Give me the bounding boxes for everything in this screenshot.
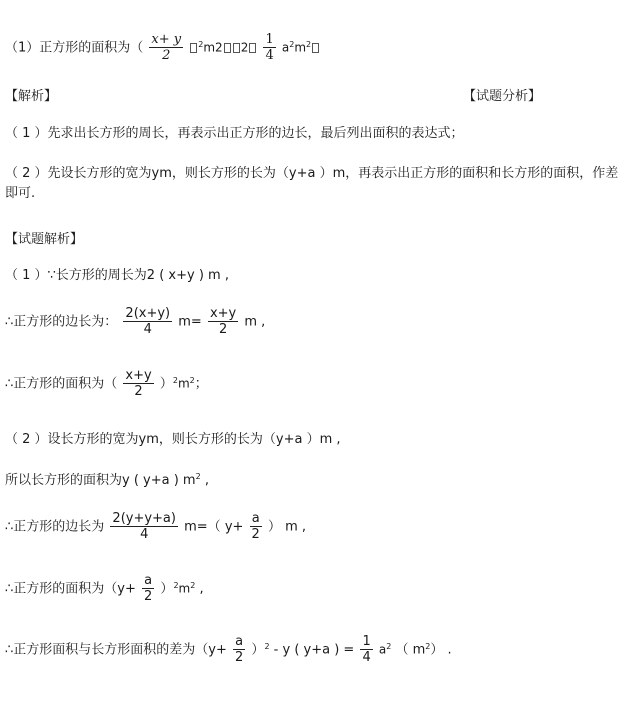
superscript: 2 [306,39,312,49]
line-suffix: ） m , [267,519,307,535]
superscript: 2 [195,472,201,481]
solution-line-8 [5,634,452,666]
equation-text: - y ( y+a ) = [273,642,355,658]
superscript: 2 [173,580,179,590]
line-prefix: ∴正方形的边长为： [5,314,118,330]
fraction [123,306,172,338]
fraction [110,511,178,543]
analysis-point-1: （ 1 ）先求出长方形的周长，再表示出正方形的边长，最后列出面积的表达式； [5,126,464,141]
solution-line-1: （ 1 ）∵长方形的周长为2 ( x+y ) m , [5,268,229,283]
fraction [250,511,262,543]
fraction-numerator: 2(y+y+a) [112,511,176,526]
line-end: ； [194,376,208,392]
fraction-denominator: 2 [149,47,183,64]
superscript: 2 [189,375,195,385]
fraction-numerator: 1 [362,634,371,649]
answer-line [5,32,320,64]
unit-text: m2 [203,40,223,55]
missing-glyph-icon [249,43,256,53]
equation-text: m= [178,314,202,330]
fraction-numerator: a [144,573,153,588]
fraction-numerator: x+ y [151,32,182,47]
fraction-denominator: 4 [265,48,274,63]
unit-text: m [177,376,190,391]
solution-line-6 [5,511,306,543]
variable-a: a [378,642,387,657]
analysis-label: 【解析】 [5,89,58,104]
fraction-denominator: 4 [123,321,172,338]
superscript: 2 [425,641,431,651]
missing-glyph-icon [233,43,240,53]
line-prefix: ∴正方形的面积为（y+ [5,581,136,597]
superscript: 2 [190,580,196,590]
fraction-numerator: 2(x+y) [125,306,171,321]
fraction [208,306,238,338]
fraction [123,368,153,400]
fraction-denominator: 2 [123,383,153,400]
missing-glyph-icon [312,43,319,53]
line-suffix: m , [244,314,266,330]
test-analysis-label: 【试题分析】 [463,89,542,104]
fraction-numerator: x+y [125,368,152,383]
missing-glyph-icon [224,43,231,53]
line-end: , [204,473,209,488]
line-end: ） . [430,642,452,658]
fraction-denominator: 4 [110,526,178,543]
answer-fraction-1-over-4 [263,32,275,64]
solution-line-7 [5,573,204,605]
solution-line-3 [5,368,208,400]
superscript: 2 [386,641,392,651]
fraction-denominator: 4 [362,650,371,665]
line-prefix: ∴正方形的边长为 [5,519,105,535]
number-text: 2 [240,40,249,55]
fraction-denominator: 2 [144,589,153,604]
answer-prefix: （1）正方形的面积为（ [5,40,144,56]
fraction-denominator: 2 [235,650,244,665]
fraction-numerator: x+y [209,306,237,321]
solution-line-2 [5,306,265,338]
line-prefix: ∴正方形的面积为（ [5,376,118,392]
solution-line-5 [5,469,209,488]
variable-a: a [281,40,290,55]
unit-text: m [294,40,307,55]
fraction [360,634,372,666]
paren: ） [160,581,174,597]
paren: ） [251,642,265,658]
superscript: 2 [289,39,295,49]
fraction-numerator: a [251,511,260,526]
line-end: , [199,581,204,597]
paren: ） [159,376,173,392]
solution-label: 【试题解析】 [5,232,84,247]
superscript: 2 [264,641,270,651]
unit-paren: （ m [395,642,426,658]
answer-fraction-xy-over-2 [149,32,183,64]
analysis-point-2: （ 2 ）先设长方形的宽为ym，则长方形的长为（y+a ）m，再表示出正方形的面积和长方形的面积，作差即可. [5,166,619,201]
fraction [142,573,154,605]
fraction-numerator: 1 [265,32,274,47]
fraction [233,634,245,666]
line-prefix: 所以长方形的面积为y ( y+a ) m [5,473,196,488]
equation-text: m=（ y+ [184,519,244,535]
superscript: 2 [198,39,204,49]
fraction-denominator: 2 [251,527,260,542]
line-prefix: ∴正方形面积与长方形面积的差为（y+ [5,642,227,658]
superscript: 2 [172,375,178,385]
fraction-numerator: a [235,634,244,649]
missing-glyph-icon [190,43,197,53]
fraction-denominator: 2 [208,321,238,338]
unit-text: m [178,581,191,596]
solution-line-4: （ 2 ）设长方形的宽为ym，则长方形的长为（y+a ）m , [5,432,341,447]
